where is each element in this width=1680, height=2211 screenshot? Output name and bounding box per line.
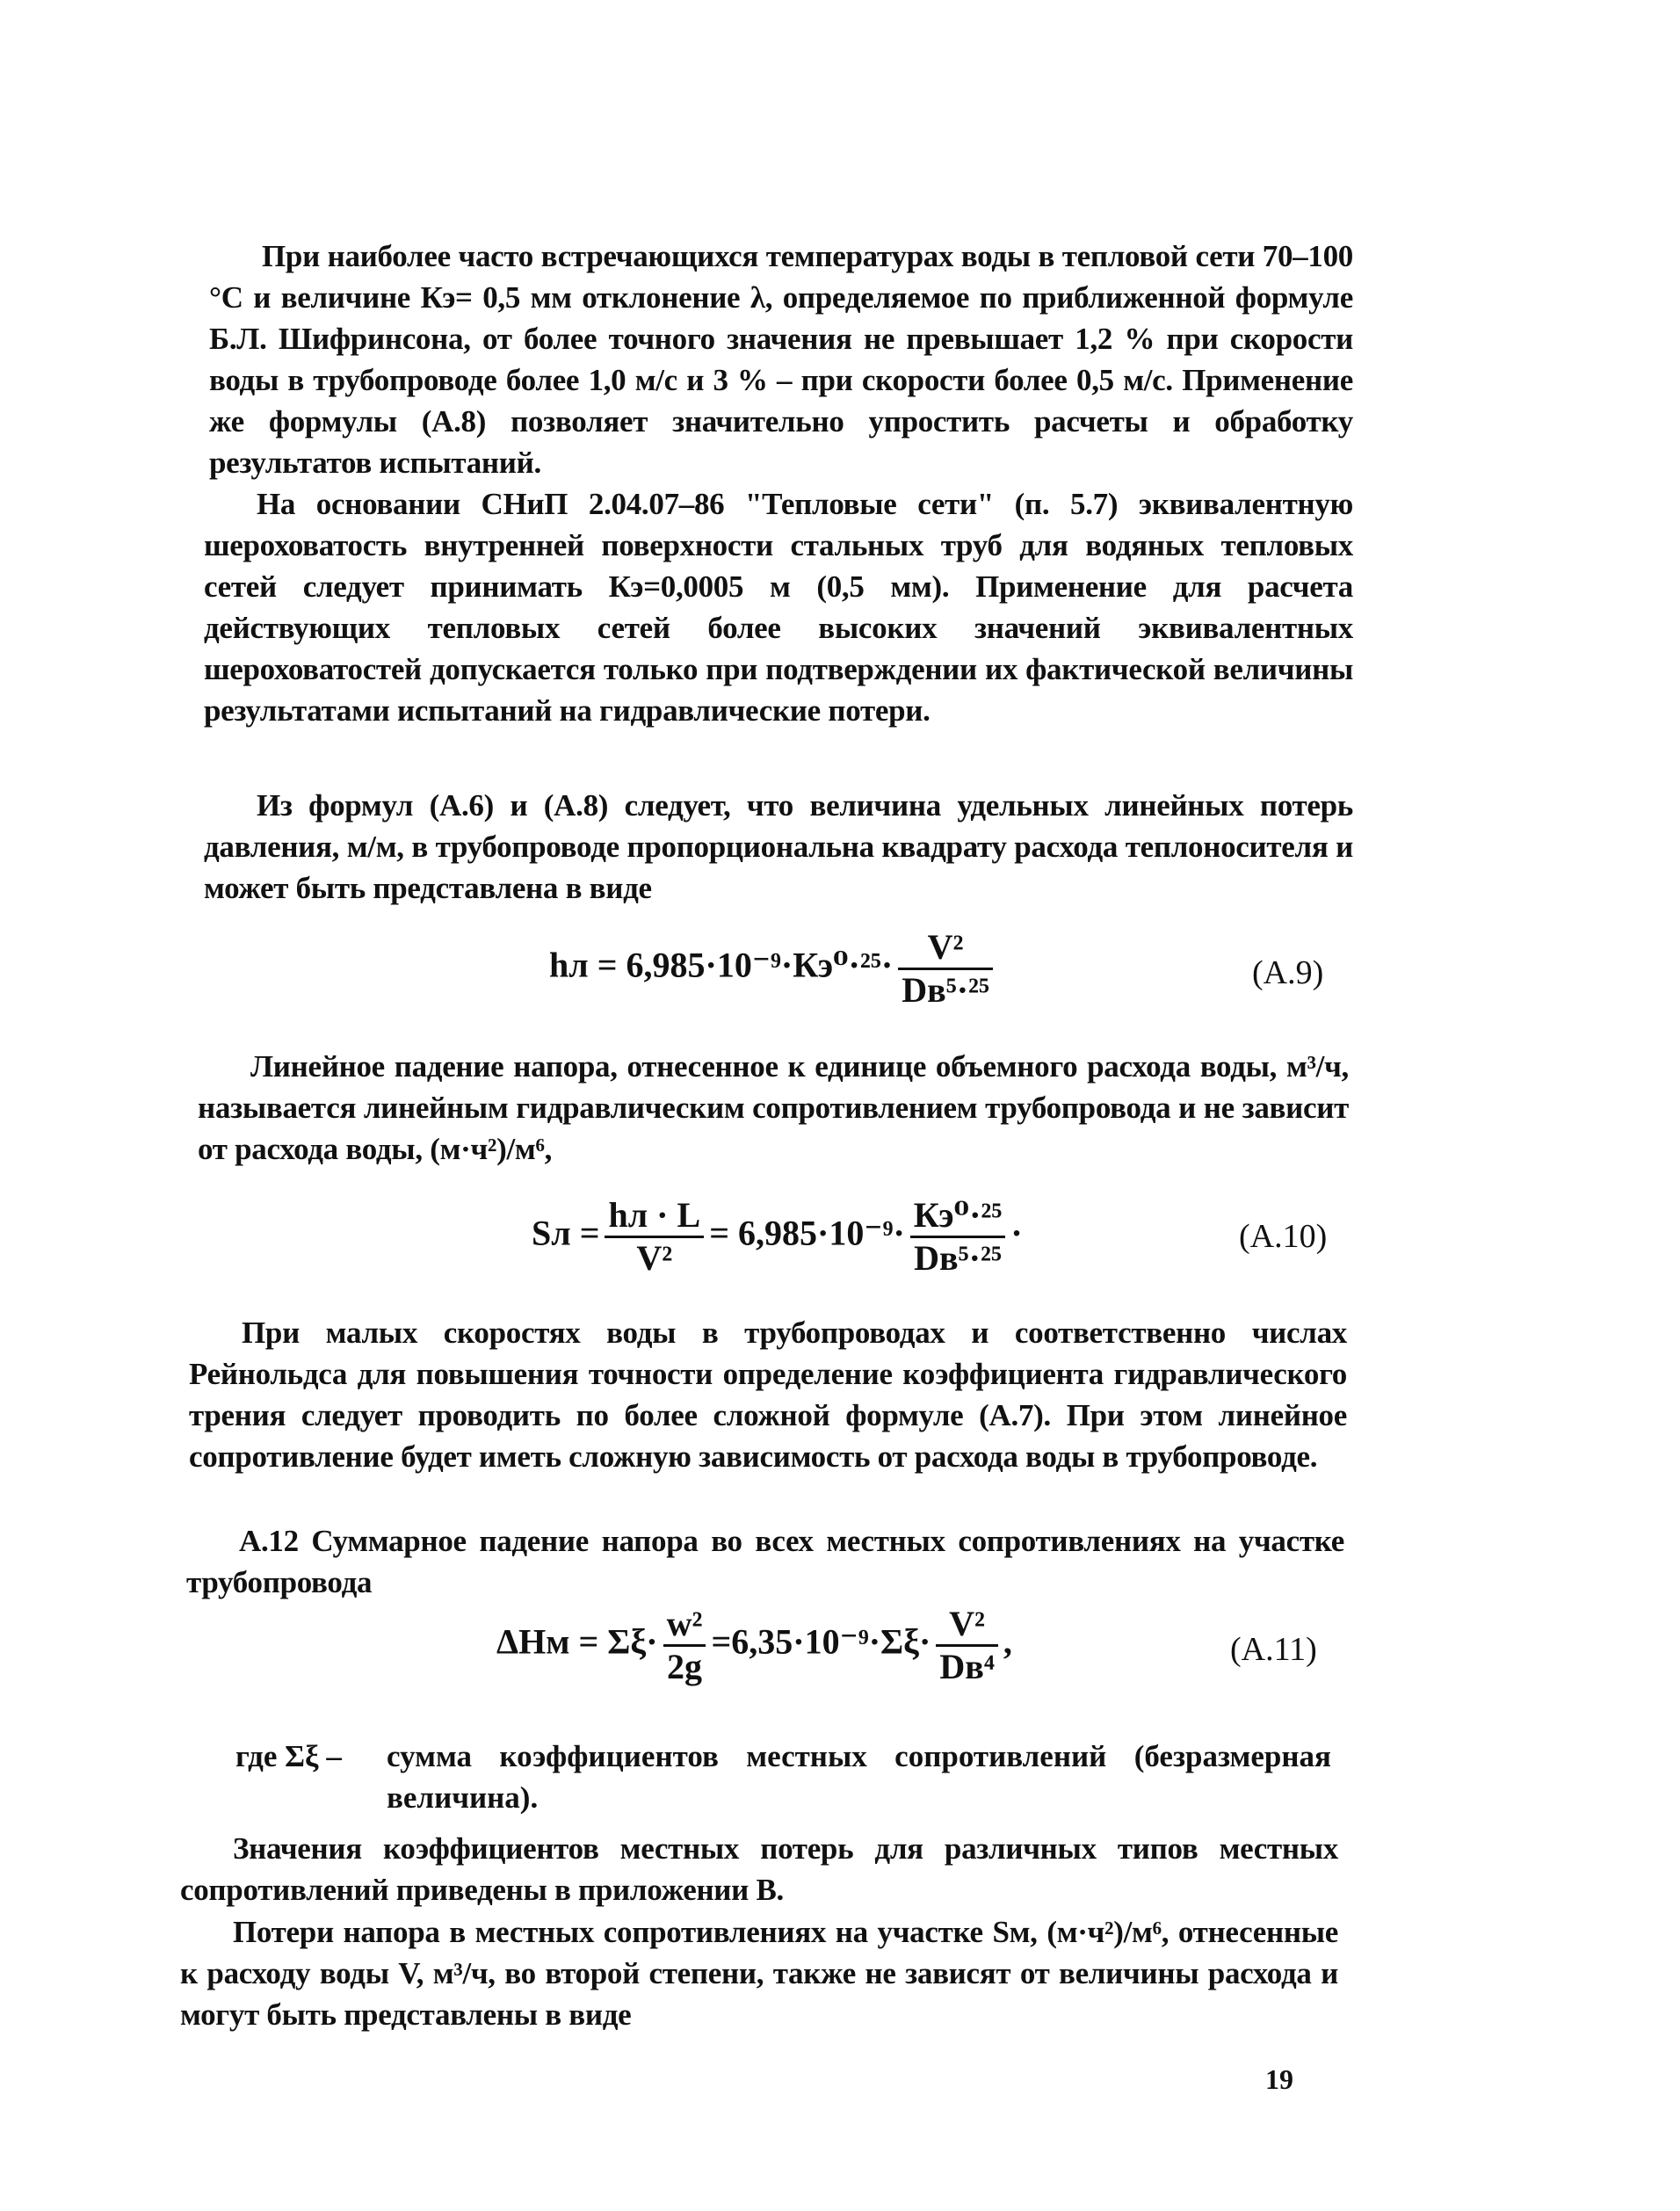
paragraph-linear-resistance: Линейное падение напора, отнесенное к единице объемного расхода воды, м³/ч, называется линейным гидравлическим сопротивлением трубопровода и не зависит от расхода воды, (м·ч²)/м⁶, — [198, 1049, 1349, 1166]
formula-a11-fraction-1 — [663, 1604, 706, 1687]
formula-a10-numerator-1: hл · L — [605, 1195, 704, 1238]
formula-a10-denominator-2: Dв⁵·²⁵ — [914, 1238, 1002, 1278]
formula-a11-middle: =6,35·10⁻⁹·Σξ· — [711, 1621, 931, 1662]
formula-a11-numerator-1: w² — [663, 1604, 706, 1647]
formula-a10-fraction-2 — [910, 1195, 1006, 1279]
page-number: 19 — [1265, 2063, 1293, 2095]
formula-a10 — [532, 1195, 1023, 1279]
paragraph-local-head-losses: Потери напора в местных сопротивлениях на участке Sм, (м·ч²)/м⁶, отнесенные к расходу воды V, м³/ч, во второй степени, также не зависят от величины расхода и могут быть представлены в виде — [180, 1915, 1338, 2032]
formula-a11-label: (А.11) — [1230, 1631, 1317, 1668]
paragraph-low-velocities: При малых скоростях воды в трубопроводах и соответственно числах Рейнольдса для повышения точности определение коэффициента гидравлического трения следует проводить по более сложной формуле (А.7). При этом линейное сопротивление будет иметь сложную зависимость от расхода воды в трубопроводе. — [189, 1316, 1347, 1474]
formula-a9-lhs: hл = 6,985·10⁻⁹·Кэ⁰·²⁵· — [549, 945, 894, 985]
formula-a11-tail: , — [1003, 1621, 1012, 1662]
formula-a10-denominator-1: V² — [636, 1238, 673, 1278]
formula-a11-numerator-2: V² — [936, 1604, 997, 1647]
formula-a10-tail: · — [1010, 1213, 1023, 1253]
paragraph-section-a12: А.12 Суммарное падение напора во всех местных сопротивлениях на участке трубопровода — [186, 1524, 1344, 1599]
paragraph-snip-roughness: На основании СНиП 2.04.07–86 "Тепловые сети" (п. 5.7) эквивалентную шероховатость внутренней поверхности стальных труб для водяных тепловых сетей следует принимать Кэ=0,0005 м (0,5 мм). Применение для расчета действующих тепловых сетей более высоких значений эквивалентных шероховатостей допускается только при подтверждении их фактической величины результатами испытаний на гидравлические потери. — [204, 487, 1353, 728]
paragraph-specific-losses: Из формул (А.6) и (А.8) следует, что величина удельных линейных потерь давления, м/м, в трубопроводе пропорциональна квадрату расхода теплоносителя и может быть представлена в виде — [204, 788, 1353, 905]
formula-a9-denominator: Dв⁵·²⁵ — [902, 970, 990, 1010]
formula-a10-lhs: Sл = — [532, 1213, 600, 1253]
formula-a11-denominator-2: Dв⁴ — [939, 1647, 995, 1686]
formula-a10-label: (А.10) — [1239, 1218, 1328, 1255]
where-definition: сумма коэффициентов местных сопротивлений (безразмерная величина). — [387, 1739, 1331, 1815]
formula-a10-fraction-1 — [605, 1195, 704, 1279]
formula-a11 — [496, 1604, 1012, 1687]
formula-a10-middle: = 6,985·10⁻⁹· — [709, 1213, 905, 1253]
where-prefix: где Σξ – — [235, 1739, 342, 1773]
formula-a11-denominator-1: 2g — [667, 1647, 702, 1686]
formula-a9-fraction — [898, 927, 993, 1011]
formula-a11-lhs: ΔHм = Σξ· — [496, 1621, 658, 1662]
formula-a9 — [549, 927, 998, 1011]
formula-a9-numerator: V² — [898, 927, 993, 970]
formula-a11-fraction-2 — [936, 1604, 997, 1687]
formula-a10-numerator-2: Кэ⁰·²⁵ — [910, 1195, 1006, 1238]
paragraph-local-loss-coefficients: Значения коэффициентов местных потерь для различных типов местных сопротивлений приведены в приложении В. — [180, 1831, 1338, 1907]
paragraph-roughness-deviation: При наиболее часто встречающихся температурах воды в тепловой сети 70–100 °C и величине Кэ= 0,5 мм отклонение λ, определяемое по приближенной формуле Б.Л. Шифринсона, от более точного значения не превышает 1,2 % при скорости воды в трубопроводе более 1,0 м/с и 3 % – при скорости более 0,5 м/с. Применение же формулы (А.8) позволяет значительно упростить расчеты и обработку результатов испытаний. — [209, 239, 1353, 480]
formula-a9-label: (А.9) — [1252, 954, 1324, 991]
